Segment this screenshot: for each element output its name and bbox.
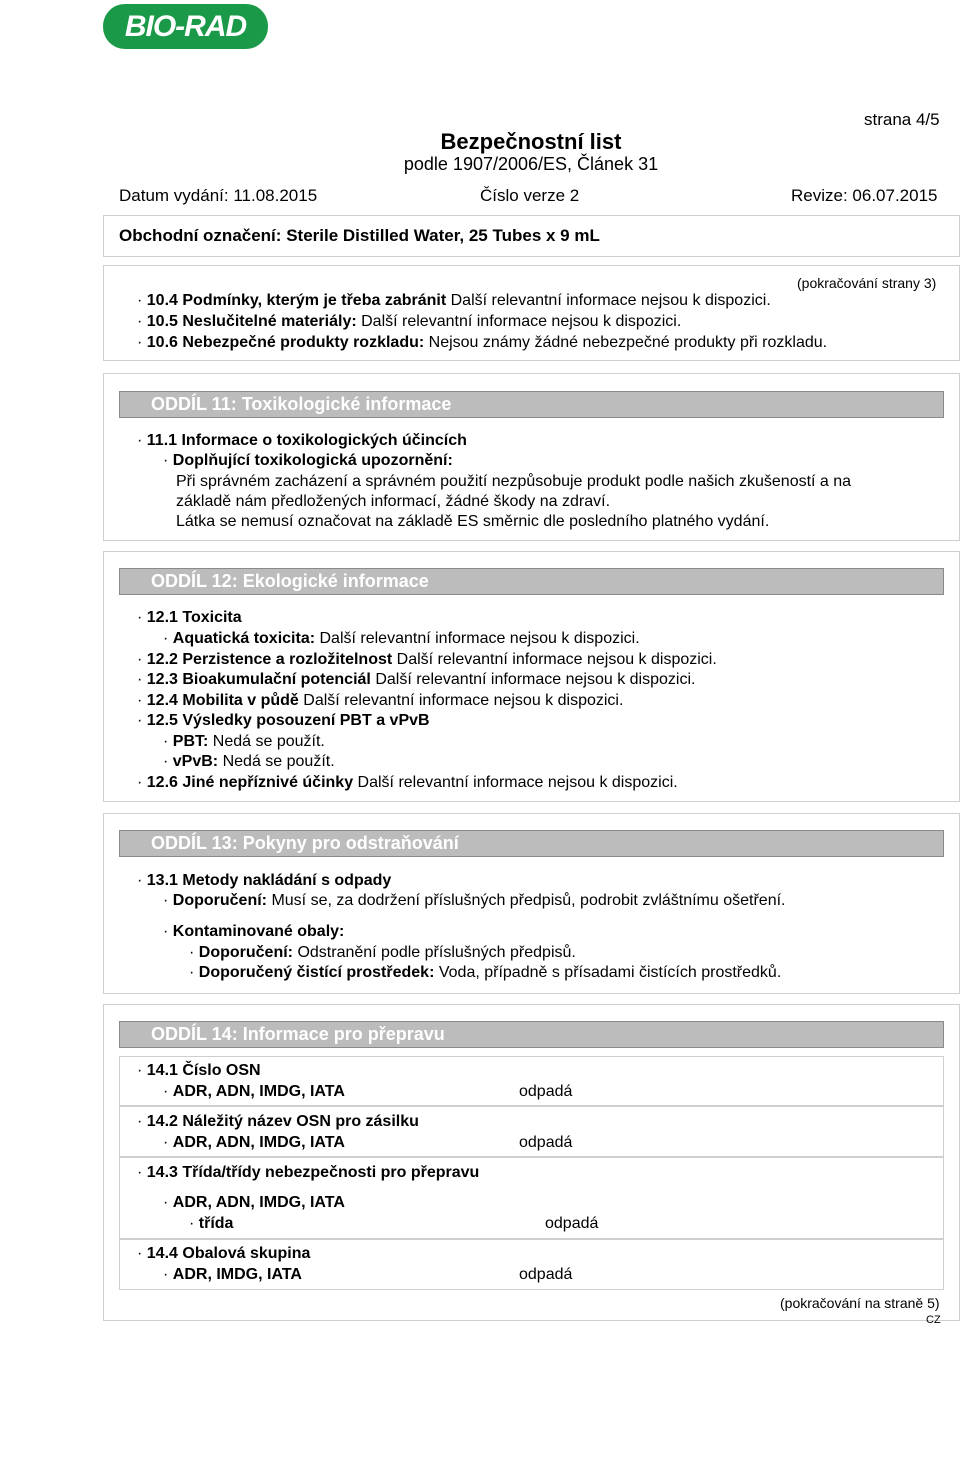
item-10-6: · 10.6 Nebezpečné produkty rozkladu: Nejsou známy žádné nebezpečné produkty při rozkladu. <box>137 334 828 351</box>
item-12-1-heading: 12.1 Toxicita <box>146 609 242 626</box>
tox-notes-line-3: Látka se nemusí označovat na základě ES směrnic dle posledního platného vydání. <box>176 513 770 530</box>
language-code: CZ <box>926 1314 941 1326</box>
item-14-1: · 14.1 Číslo OSN <box>137 1062 261 1079</box>
vpvb: · vPvB: Nedá se použít. <box>163 753 335 770</box>
packaging-recommendation: · Doporučení: Odstranění podle příslušných předpisů. <box>189 944 576 961</box>
item-12-2: · 12.2 Perzistence a rozložitelnost Další relevantní informace nejsou k dispozici. <box>137 651 717 668</box>
item-12-6: · 12.6 Jiné nepříznivé účinky Další relevantní informace nejsou k dispozici. <box>137 774 678 791</box>
item-10-6-heading: 10.6 Nebezpečné produkty rozkladu: <box>146 334 425 351</box>
item-11-1-heading: 11.1 Informace o toxikologických účincích <box>146 432 467 449</box>
section-12-header <box>119 568 944 595</box>
tox-notes-line-2: základě nám předložených informací, žádné škody na zdraví. <box>176 493 611 510</box>
trade-name-label: Obchodní označení: <box>119 226 282 245</box>
item-14-3-key: · ADR, ADN, IMDG, IATA <box>163 1194 345 1211</box>
tox-notes-label: Doplňující toxikologická upozornění: <box>172 452 453 469</box>
item-12-3: · 12.3 Bioakumulační potenciál Další relevantní informace nejsou k dispozici. <box>137 671 696 688</box>
issue-date: Datum vydání: 11.08.2015 <box>119 186 318 205</box>
item-12-6-heading: 12.6 Jiné nepříznivé účinky <box>146 774 354 791</box>
item-14-2: · 14.2 Náležitý název OSN pro zásilku <box>137 1113 419 1130</box>
item-12-5: · 12.5 Výsledky posouzení PBT a vPvB <box>137 712 430 729</box>
tox-notes-heading: · Doplňující toxikologická upozornění: <box>163 452 453 469</box>
item-14-3-key-label: ADR, ADN, IMDG, IATA <box>172 1194 345 1211</box>
item-12-4: · 12.4 Mobilita v půdě Další relevantní informace nejsou k dispozici. <box>137 692 624 709</box>
item-12-1: · 12.1 Toxicita <box>137 609 242 626</box>
item-12-2-heading: 12.2 Perzistence a rozložitelnost <box>146 651 393 668</box>
item-14-2-key: · ADR, ADN, IMDG, IATA <box>163 1134 345 1151</box>
version-number: Číslo verze 2 <box>480 186 580 205</box>
item-12-6-text: Další relevantní informace nejsou k dispozici. <box>357 774 678 791</box>
item-10-4-heading: 10.4 Podmínky, kterým je třeba zabránit <box>146 292 447 309</box>
document-title: Bezpečnostní list <box>440 129 622 154</box>
tox-notes-line-1: Při správném zacházení a správném použití nezpůsobuje produkt podle našich zkušeností a na <box>176 473 852 490</box>
item-10-6-text: Nejsou známy žádné nebezpečné produkty při rozkladu. <box>428 334 828 351</box>
item-14-3-heading: 14.3 Třída/třídy nebezpečnosti pro přepravu <box>146 1164 480 1181</box>
item-14-4-heading: 14.4 Obalová skupina <box>146 1245 311 1262</box>
item-13-1-heading: 13.1 Metody nakládání s odpady <box>146 872 392 889</box>
recommendation-text: Musí se, za dodržení příslušných předpisů, podrobit zvláštnímu ošetření. <box>271 892 786 909</box>
pbt-text: Nedá se použít. <box>212 733 325 750</box>
item-14-4-key: · ADR, IMDG, IATA <box>163 1266 302 1283</box>
item-14-3: · 14.3 Třída/třídy nebezpečnosti pro přepravu <box>137 1164 480 1181</box>
cleaning-agent: · Doporučený čistící prostředek: Voda, případně s přísadami čistících prostředků. <box>189 964 782 981</box>
section-13-header <box>119 830 944 857</box>
document-subtitle: podle 1907/2006/ES, Článek 31 <box>403 154 659 174</box>
item-12-2-text: Další relevantní informace nejsou k dispozici. <box>396 651 717 668</box>
section-11-title: ODDÍL 11: Toxikologické informace <box>151 394 452 414</box>
pbt: · PBT: Nedá se použít. <box>163 733 325 750</box>
aquatic-toxicity-label: Aquatická toxicita: <box>172 630 316 647</box>
packaging-recommendation-label: Doporučení: <box>198 944 293 961</box>
section-11-header <box>119 391 944 418</box>
aquatic-toxicity: · Aquatická toxicita: Další relevantní informace nejsou k dispozici. <box>163 630 640 647</box>
item-12-4-text: Další relevantní informace nejsou k dispozici. <box>303 692 624 709</box>
bio-rad-logo <box>103 4 268 49</box>
item-10-5: · 10.5 Neslučitelné materiály: Další relevantní informace nejsou k dispozici. <box>137 313 682 330</box>
item-14-3-value: odpadá <box>545 1215 599 1232</box>
trade-name-value: Sterile Distilled Water, 25 Tubes x 9 mL <box>286 226 600 245</box>
item-14-1-heading: 14.1 Číslo OSN <box>146 1062 261 1079</box>
pbt-label: PBT: <box>172 733 209 750</box>
item-14-1-key-label: ADR, ADN, IMDG, IATA <box>172 1083 345 1100</box>
page-number: strana 4/5 <box>864 110 940 129</box>
item-12-4-heading: 12.4 Mobilita v půdě <box>146 692 299 709</box>
revision-date: Revize: 06.07.2015 <box>791 186 938 205</box>
item-10-5-heading: 10.5 Neslučitelné materiály: <box>146 313 357 330</box>
item-12-3-text: Další relevantní informace nejsou k dispozici. <box>375 671 696 688</box>
item-14-2-key-label: ADR, ADN, IMDG, IATA <box>172 1134 345 1151</box>
item-13-1: · 13.1 Metody nakládání s odpady <box>137 872 392 889</box>
trade-name-line <box>119 226 600 246</box>
item-14-4-key-label: ADR, IMDG, IATA <box>172 1266 302 1283</box>
recommendation-label: Doporučení: <box>172 892 267 909</box>
item-14-3-class-label: třída <box>198 1215 234 1232</box>
item-12-3-heading: 12.3 Bioakumulační potenciál <box>146 671 371 688</box>
item-14-1-value: odpadá <box>519 1083 573 1100</box>
continued-from-page: (pokračování strany 3) <box>797 275 937 291</box>
item-14-1-key: · ADR, ADN, IMDG, IATA <box>163 1083 345 1100</box>
item-14-4: · 14.4 Obalová skupina <box>137 1245 311 1262</box>
contaminated-packaging-label: Kontaminované obaly: <box>172 923 345 940</box>
section-13-title: ODDÍL 13: Pokyny pro odstraňování <box>151 833 459 853</box>
cleaning-agent-text: Voda, případně s přísadami čistících prostředků. <box>438 964 782 981</box>
packaging-recommendation-text: Odstranění podle příslušných předpisů. <box>297 944 576 961</box>
item-10-4-text: Další relevantní informace nejsou k dispozici. <box>450 292 771 309</box>
section-12-title: ODDÍL 12: Ekologické informace <box>151 571 429 591</box>
section-14-header <box>119 1021 944 1048</box>
item-11-1: · 11.1 Informace o toxikologických účincích <box>137 432 467 449</box>
item-14-4-value: odpadá <box>519 1266 573 1283</box>
item-10-5-text: Další relevantní informace nejsou k dispozici. <box>361 313 682 330</box>
item-14-3-class: · třída <box>189 1215 234 1232</box>
contaminated-packaging: · Kontaminované obaly: <box>163 923 345 940</box>
item-14-2-heading: 14.2 Náležitý název OSN pro zásilku <box>146 1113 419 1130</box>
item-14-2-value: odpadá <box>519 1134 573 1151</box>
recommendation: · Doporučení: Musí se, za dodržení příslušných předpisů, podrobit zvláštnímu ošetření. <box>163 892 786 909</box>
continued-to-page: (pokračování na straně 5) <box>780 1295 940 1311</box>
vpvb-text: Nedá se použít. <box>222 753 335 770</box>
item-10-4: · 10.4 Podmínky, kterým je třeba zabránit Další relevantní informace nejsou k dispozici. <box>137 292 771 309</box>
aquatic-toxicity-text: Další relevantní informace nejsou k dispozici. <box>319 630 640 647</box>
vpvb-label: vPvB: <box>172 753 219 770</box>
logo-text: BIO-RAD <box>124 10 247 43</box>
cleaning-agent-label: Doporučený čistící prostředek: <box>198 964 435 981</box>
item-12-5-heading: 12.5 Výsledky posouzení PBT a vPvB <box>146 712 430 729</box>
section-14-title: ODDÍL 14: Informace pro přepravu <box>151 1024 445 1044</box>
